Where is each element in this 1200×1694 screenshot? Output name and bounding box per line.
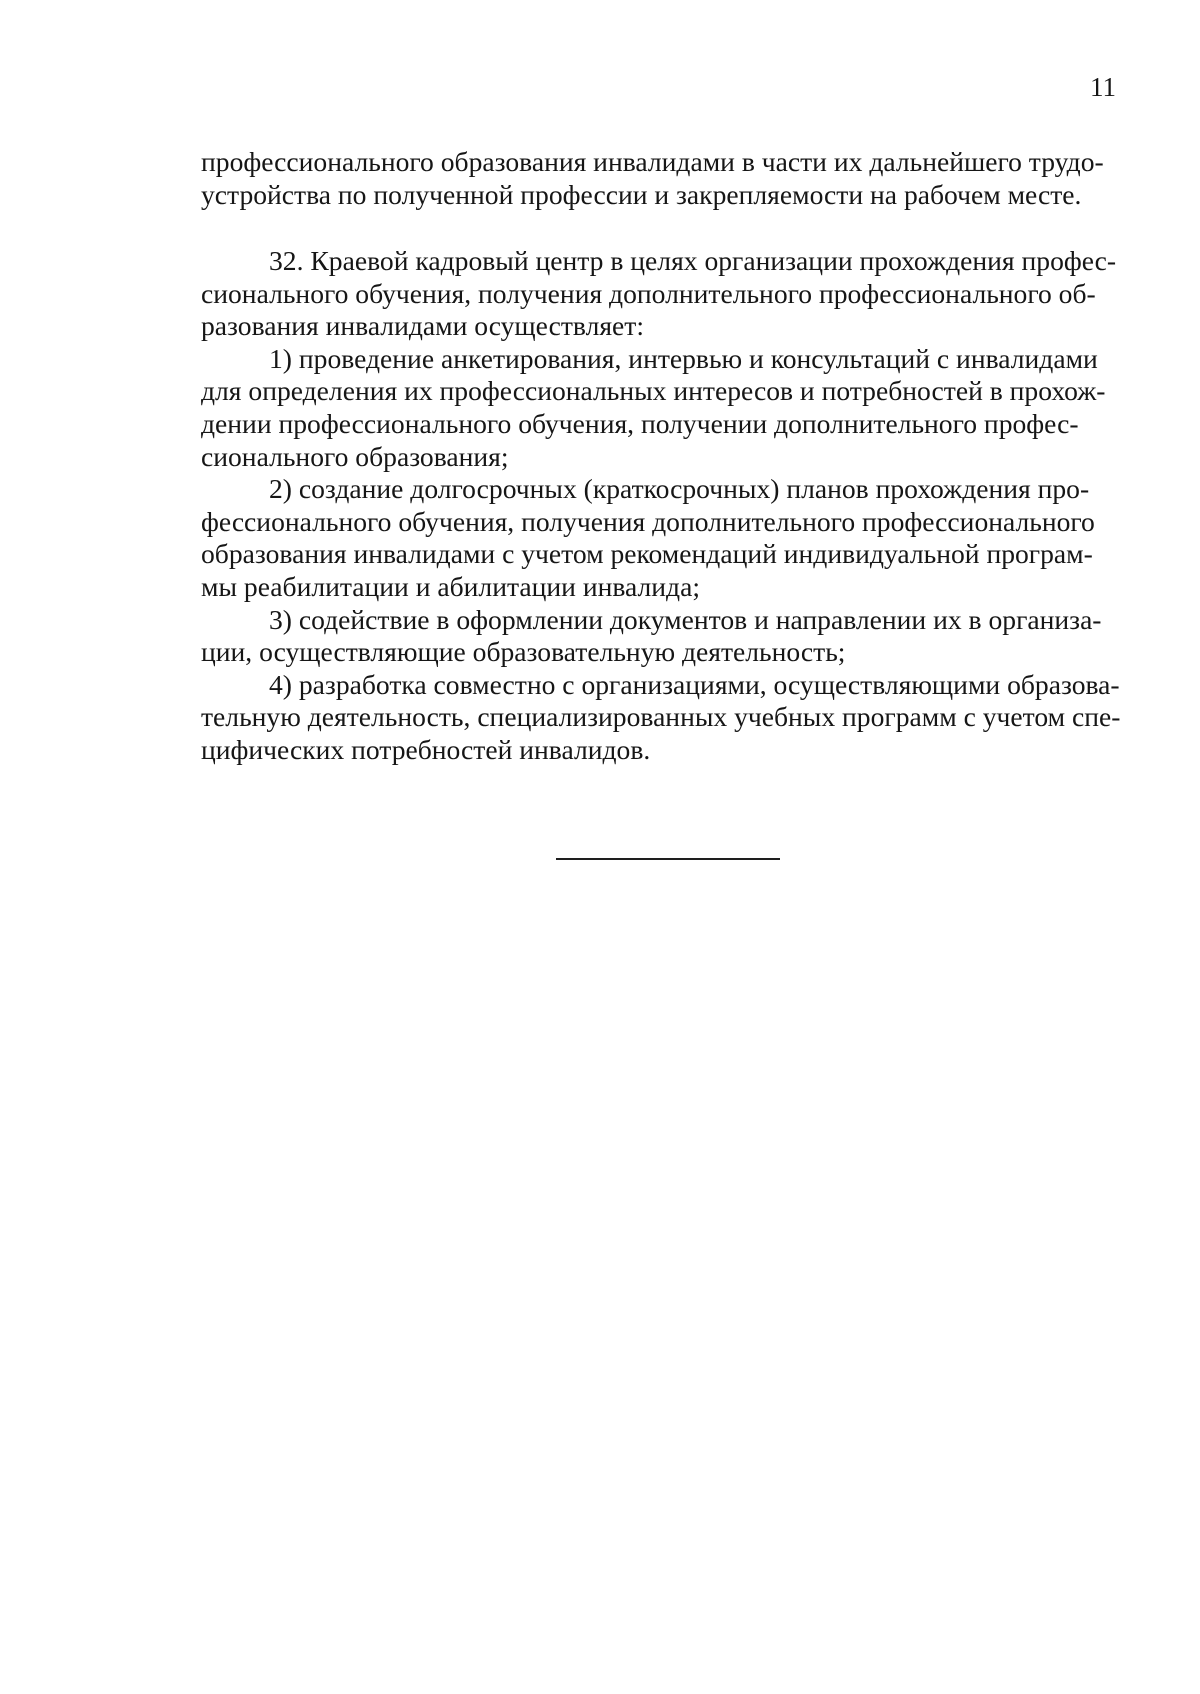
paragraph-line — [201, 146, 1137, 211]
line-text: для определения их профессиональных интересов и потребностей в прохож- — [201, 375, 1106, 407]
page-number: 11 — [1090, 72, 1116, 102]
line-text: устройства по полученной профессии и закрепляемости на рабочем месте. — [201, 178, 1082, 210]
line-text: образования инвалидами с учетом рекомендаций индивидуальной програм- — [201, 538, 1093, 570]
list-item-2 — [201, 473, 1137, 603]
line-text: сионального обучения, получения дополнительного профессионального об- — [201, 277, 1096, 309]
line-text: мы реабилитации и абилитации инвалида; — [201, 570, 700, 602]
list-item-1 — [201, 343, 1137, 473]
line-text: ции, осуществляющие образовательную деятельность; — [201, 636, 846, 668]
end-separator-line — [556, 858, 780, 860]
list-item-4 — [201, 669, 1137, 767]
line-text: тельную деятельность, специализированных учебных программ с учетом спе- — [201, 701, 1121, 733]
line-text: цифических потребностей инвалидов. — [201, 733, 651, 765]
section-32 — [201, 245, 1137, 767]
line-text: 1) проведение анкетирования, интервью и консультаций с инвалидами — [269, 342, 1098, 374]
line-text: профессионального образования инвалидами в части их дальнейшего трудо- — [201, 146, 1104, 177]
continuation-paragraph — [201, 146, 1137, 211]
line-text: дении профессионального обучения, получении дополнительного профес- — [201, 407, 1079, 439]
line-text: фессионального обучения, получения дополнительного профессионального — [201, 505, 1095, 537]
line-text: сионального образования; — [201, 440, 509, 472]
list-item-3 — [201, 604, 1137, 669]
line-text: 2) создание долгосрочных (краткосрочных) планов прохождения про- — [269, 473, 1090, 505]
line-text: разования инвалидами осуществляет: — [201, 310, 645, 342]
line-text: 3) содействие в оформлении документов и направлении их в организа- — [269, 603, 1102, 635]
line-text: 32. Краевой кадровый центр в целях организации прохождения профес- — [269, 245, 1117, 276]
section-32-intro — [201, 245, 1137, 343]
line-text: 4) разработка совместно с организациями, осуществляющими образова- — [269, 668, 1120, 700]
